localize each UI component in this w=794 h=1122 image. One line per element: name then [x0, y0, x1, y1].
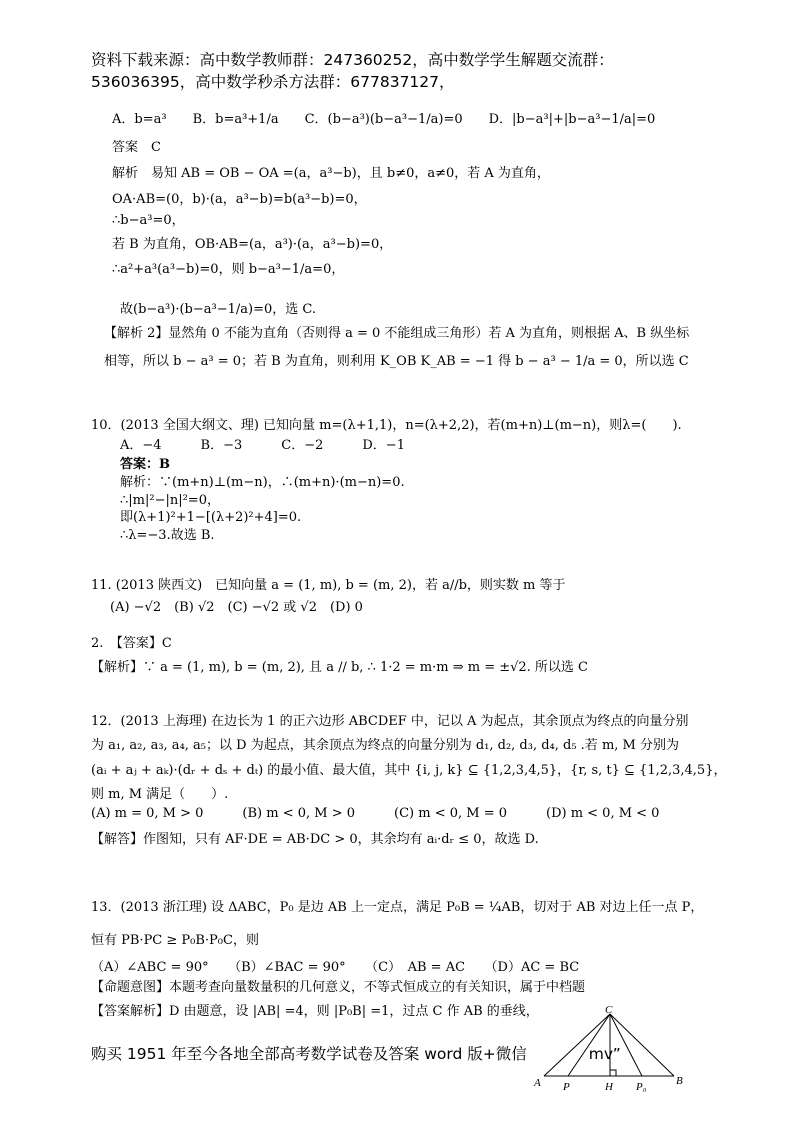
diagram-label-b: B: [676, 1075, 683, 1087]
q13-intent: 【命题意图】本题考查向量数量积的几何意义，不等式恒成立的有关知识，属于中档题: [91, 980, 586, 995]
q10-solution-4: ∴λ=−3.故选 B.: [120, 528, 215, 543]
q12-stem-4: 则 m, M 满足（ ）.: [91, 787, 229, 802]
q11-solution: 【解析】∵ a = (1, m), b = (m, 2), 且 a // b, ∴ 1·2 = m·m ⇒ m = ±√2. 所以选 C: [91, 660, 589, 675]
q9-solution-5: ∴a²+a³(a³−b)=0，则 b−a³−1/a=0，: [112, 262, 345, 277]
q13-solution: 【答案解析】D 由题意，设 |AB| =4，则 |P₀B| =1，过点 C 作 AB 的垂线，: [91, 1004, 539, 1019]
q12-stem-3: (aᵢ + aⱼ + aₖ)·(dᵣ + dₛ + dₜ) 的最小值、最大值，其中 {i, j, k} ⊆ {1,2,3,4,5}，{r, s, t} ⊆ {1,2,3,4,5}，: [91, 763, 727, 778]
diagram-label-c: C: [605, 1004, 613, 1016]
q12-options: (A) m = 0, M > 0 (B) m < 0, M > 0 (C) m < 0, M = 0 (D) m < 0, M < 0: [91, 806, 660, 821]
q12-solution: 【解答】作图知，只有 AF·DE = AB·DC > 0，其余均有 aᵢ·dᵣ ≤ 0，故选 D.: [91, 832, 539, 847]
q9-solution-6: 故(b−a³)·(b−a³−1/a)=0，选 C.: [120, 302, 316, 317]
q9-solution-7: 【解析 2】显然角 0 不能为直角（否则得 a = 0 不能组成三角形）若 A 为直角，则根据 A、B 纵坐标: [104, 326, 690, 341]
diagram-side-cb: [610, 1014, 674, 1076]
header-line-2: 536036395，高中数学秒杀方法群：677837127，: [91, 73, 455, 91]
diagram-right-angle-mark: [610, 1070, 616, 1076]
q10-answer: 答案：B: [120, 457, 170, 472]
q9-solution-4: 若 B 为直角，OB·AB=(a，a³)·(a，a³−b)=0，: [112, 237, 393, 252]
diagram-label-p0: P₀: [636, 1081, 647, 1093]
diagram-line-cp: [568, 1014, 610, 1076]
diagram-line-cp0: [610, 1014, 642, 1076]
q11-stem: 11. (2013 陕西文) 已知向量 a = (1, m), b = (m, 2)，若 a//b，则实数 m 等于: [91, 578, 566, 593]
q11-answer: 2. 【答案】C: [91, 636, 172, 651]
q9-solution-8: 相等，所以 b − a³ = 0；若 B 为直角，则利用 K_OB K_AB = −1 得 b − a³ − 1/a = 0，所以选 C: [104, 354, 689, 369]
q10-options: A．−4 B．−3 C．−2 D．−1: [120, 438, 405, 453]
q13-stem-1: 13．(2013 浙江理) 设 ΔABC，P₀ 是边 AB 上一定点，满足 P₀B = ¼AB，切对于 AB 对边上任一点 P，: [91, 900, 704, 915]
q10-solution-1: 解析：∵(m+n)⊥(m−n)，∴(m+n)·(m−n)=0.: [120, 475, 405, 490]
q11-options: (A) −√2 (B) √2 (C) −√2 或 √2 (D) 0: [110, 600, 363, 615]
q9-answer: 答案 C: [112, 140, 161, 155]
triangle-diagram: [532, 1004, 692, 1094]
q9-solution-2: OA·AB=(0，b)·(a，a³−b)=b(a³−b)=0，: [112, 192, 367, 207]
diagram-label-h: H: [605, 1081, 613, 1093]
q10-stem: 10．(2013 全国大纲文、理) 已知向量 m=(λ+1,1)，n=(λ+2,2)，若(m+n)⊥(m−n)，则λ=( ).: [91, 418, 682, 433]
q13-stem-2: 恒有 PB·PC ≥ P₀B·P₀C，则: [91, 933, 259, 948]
q9-options: A．b=a³ B．b=a³+1/a C．(b−a³)(b−a³−1/a)=0 D．|b−a³|+|b−a³−1/a|=0: [112, 112, 656, 127]
q10-solution-3: 即(λ+1)²+1−[(λ+2)²+4]=0.: [120, 510, 302, 525]
header-line-1: 资料下载来源：高中数学教师群：247360252，高中数学学生解题交流群：: [91, 51, 614, 69]
q9-solution-1: 解析 易知 AB = OB − OA =(a，a³−b)，且 b≠0，a≠0，若 A 为直角，: [112, 166, 550, 181]
footer-line: 购买 1951 年至今各地全部高考数学试卷及答案 word 版+微信 mv”: [91, 1045, 621, 1063]
q13-options: （A）∠ABC = 90° （B）∠BAC = 90° （C） AB = AC （D）AC = BC: [91, 960, 580, 975]
q10-solution-2: ∴|m|²−|n|²=0，: [120, 493, 220, 508]
diagram-label-p: P: [563, 1081, 570, 1093]
q12-stem-1: 12．(2013 上海理) 在边长为 1 的正六边形 ABCDEF 中，记以 A 为起点，其余顶点为终点的向量分别: [91, 714, 689, 729]
diagram-side-ca: [544, 1014, 610, 1076]
q9-solution-3: ∴b−a³=0，: [112, 213, 185, 228]
diagram-label-a: A: [534, 1077, 541, 1089]
q12-stem-2: 为 a₁, a₂, a₃, a₄, a₅；以 D 为起点，其余顶点为终点的向量分别为 d₁, d₂, d₃, d₄, d₅ .若 m, M 分别为: [91, 738, 679, 753]
